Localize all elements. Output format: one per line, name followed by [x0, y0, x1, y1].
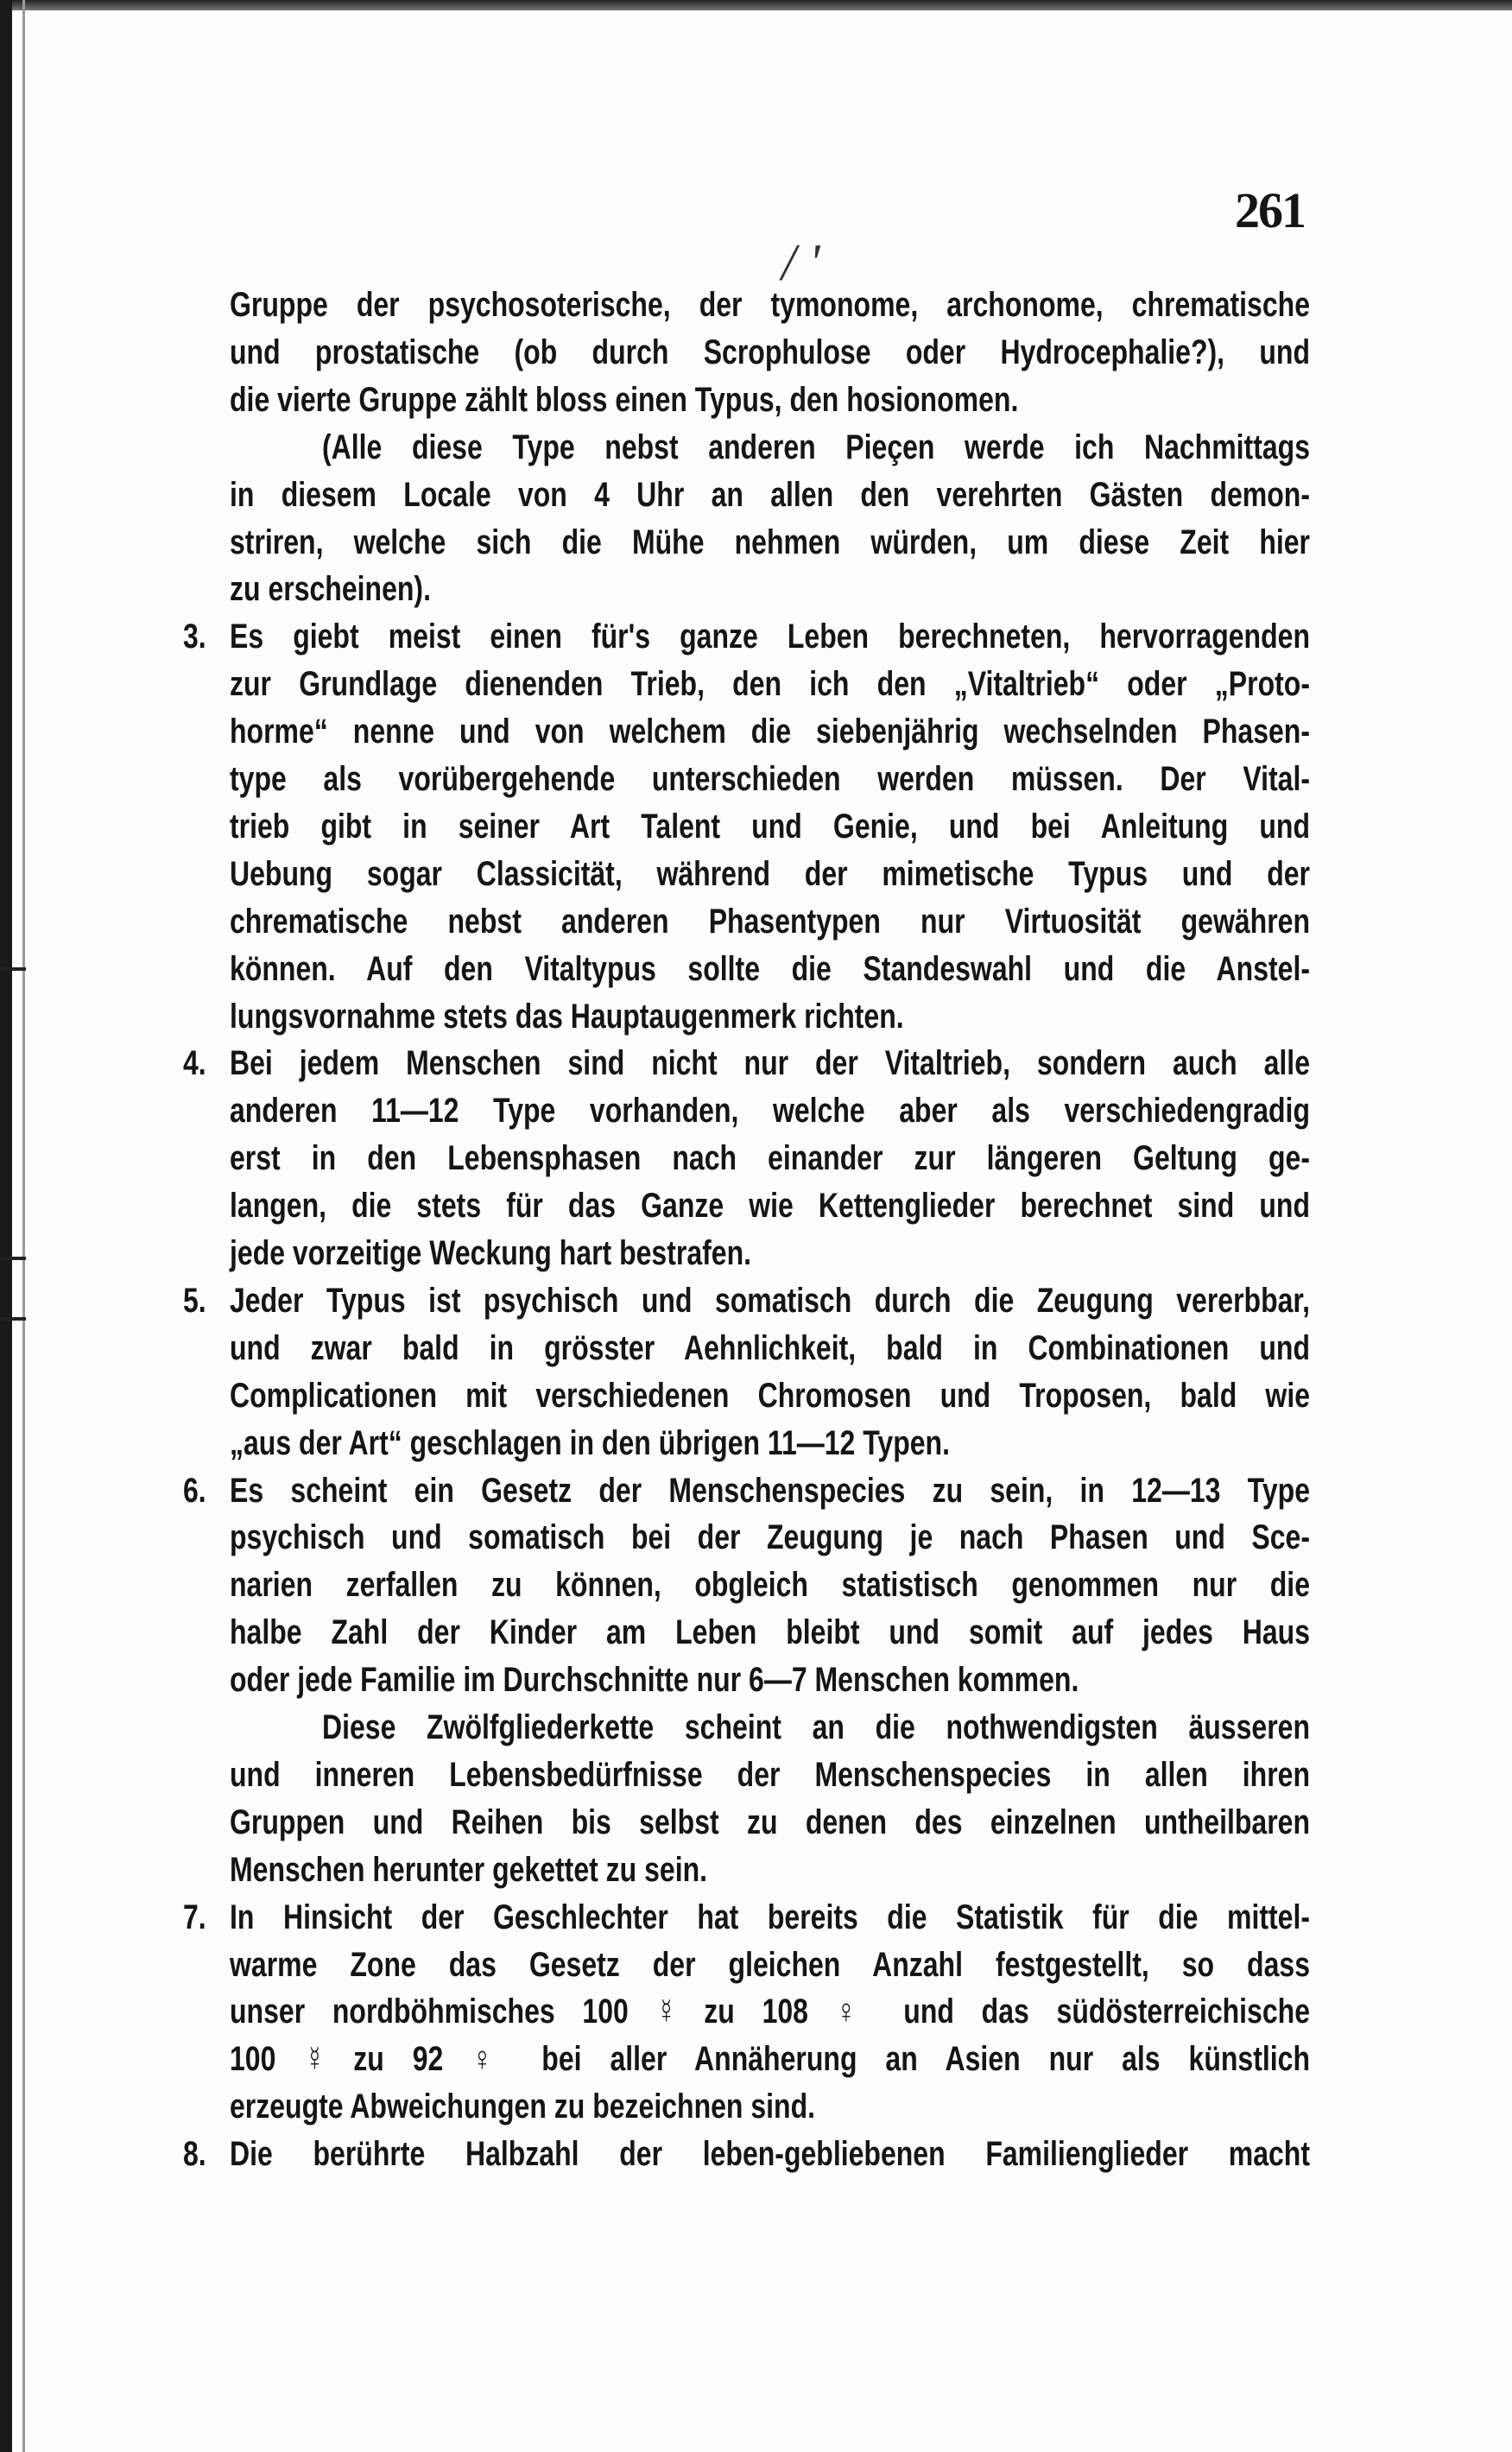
text-line: lungsvornahme stets das Hauptaugenmerk richten.	[230, 997, 904, 1036]
text-line: erst in den Lebensphasen nach einander zur längeren Geltung ge-	[230, 1139, 1310, 1178]
text-line: striren, welche sich die Mühe nehmen würden, um diese Zeit hier	[230, 523, 1310, 561]
text-line: Uebung sogar Classicität, während der mimetische Typus und der	[230, 854, 1310, 893]
scan-left-edge	[0, 0, 12, 2452]
text-line: können. Auf den Vitaltypus sollte die Standeswahl und die Anstel-	[230, 949, 1310, 988]
text-line: erzeugte Abweichungen zu bezeichnen sind.	[230, 2088, 816, 2126]
text-line: anderen 11—12 Type vorhanden, welche aber als verschiedengradig	[230, 1092, 1310, 1131]
text-line: Diese Zwölfgliederkette scheint an die nothwendigsten äusseren	[322, 1708, 1310, 1746]
text-line: zu erscheinen).	[230, 570, 431, 609]
text-line: warme Zone das Gesetz der gleichen Anzahl festgestellt, so dass	[230, 1945, 1310, 1984]
text-line: Bei jedem Menschen sind nicht nur der Vitaltrieb, sondern auch alle	[230, 1044, 1310, 1083]
text-line: und prostatische (ob durch Scrophulose oder Hydrocephalie?), und	[230, 333, 1310, 371]
text-line: Menschen herunter gekettet zu sein.	[230, 1850, 708, 1889]
text-line: chrematische nebst anderen Phasentypen nur Virtuosität gewähren	[230, 902, 1310, 941]
text-line: Gruppen und Reihen bis selbst zu denen des einzelnen untheilbaren	[230, 1803, 1310, 1841]
text-line: In Hinsicht der Geschlechter hat bereits die Statistik für die mittel-	[230, 1898, 1310, 1936]
text-line: Es scheint ein Gesetz der Menschenspecies zu sein, in 12—13 Type	[230, 1471, 1310, 1510]
text-line: oder jede Familie im Durchschnitte nur 6—7 Menschen kommen.	[230, 1661, 1079, 1700]
scan-left-edge-shadow	[22, 0, 25, 2452]
text-line: die vierte Gruppe zählt bloss einen Typus, den hosionomen.	[230, 380, 1019, 419]
text-line: narien zerfallen zu können, obgleich statistisch genommen nur die	[230, 1566, 1310, 1605]
item-number: 5.	[183, 1281, 206, 1320]
text-line: halbe Zahl der Kinder am Leben bleibt und somit auf jedes Haus	[230, 1613, 1310, 1652]
text-line: Es giebt meist einen für's ganze Leben berechneten, hervorragenden	[230, 618, 1310, 656]
text-line: und zwar bald in grösster Aehnlichkeit, bald in Combinationen und	[230, 1328, 1310, 1367]
text-line: langen, die stets für das Ganze wie Kettenglieder berechnet sind und	[230, 1187, 1310, 1226]
text-line: type als vorübergehende unterschieden werden müssen. Der Vital-	[230, 760, 1310, 798]
text-line: Jeder Typus ist psychisch und somatisch durch die Zeugung vererbbar,	[230, 1281, 1310, 1320]
text-line: zur Grundlage dienenden Trieb, den ich den „Vitaltrieb“ oder „Proto-	[230, 665, 1310, 704]
margin-tick	[0, 1317, 26, 1321]
handwritten-mark: / '	[781, 234, 820, 291]
page-number: 261	[1235, 182, 1305, 238]
item-number: 8.	[183, 2135, 206, 2174]
text-line: (Alle diese Type nebst anderen Pieçen werde ich Nachmittags	[322, 428, 1310, 466]
text-line: horme“ nenne und von welchem die siebenjährig wechselnden Phasen-	[230, 713, 1310, 751]
text-line: und inneren Lebensbedürfnisse der Menschenspecies in allen ihren	[230, 1755, 1310, 1794]
text-line: „aus der Art“ geschlagen in den übrigen 11—12 Typen.	[230, 1423, 950, 1462]
margin-tick	[0, 1257, 26, 1260]
text-line: trieb gibt in seiner Art Talent und Genie, und bei Anleitung und	[230, 807, 1310, 846]
text-line: jede vorzeitige Weckung hart bestrafen.	[230, 1234, 752, 1272]
text-line: psychisch und somatisch bei der Zeugung je nach Phasen und Sce-	[230, 1518, 1310, 1557]
scan-top-edge	[0, 0, 1512, 10]
item-number: 6.	[183, 1471, 206, 1510]
item-number: 7.	[183, 1898, 206, 1936]
text-line: Gruppe der psychosoterische, der tymonome, archonome, chrematische	[230, 286, 1310, 324]
text-line: 100 ☿ zu 92 ♀ bei aller Annäherung an Asien nur als künstlich	[230, 2040, 1310, 2079]
text-line: Complicationen mit verschiedenen Chromosen und Troposen, bald wie	[230, 1376, 1310, 1415]
item-number: 3.	[183, 618, 206, 656]
text-line: unser nordböhmisches 100 ☿ zu 108 ♀ und das südösterreichische	[230, 1993, 1310, 2031]
item-number: 4.	[183, 1044, 206, 1083]
margin-tick	[0, 967, 26, 971]
text-line: in diesem Locale von 4 Uhr an allen den verehrten Gästen demon-	[230, 475, 1310, 514]
text-line: Die berührte Halbzahl der leben-gebliebenen Familienglieder macht	[230, 2135, 1310, 2174]
